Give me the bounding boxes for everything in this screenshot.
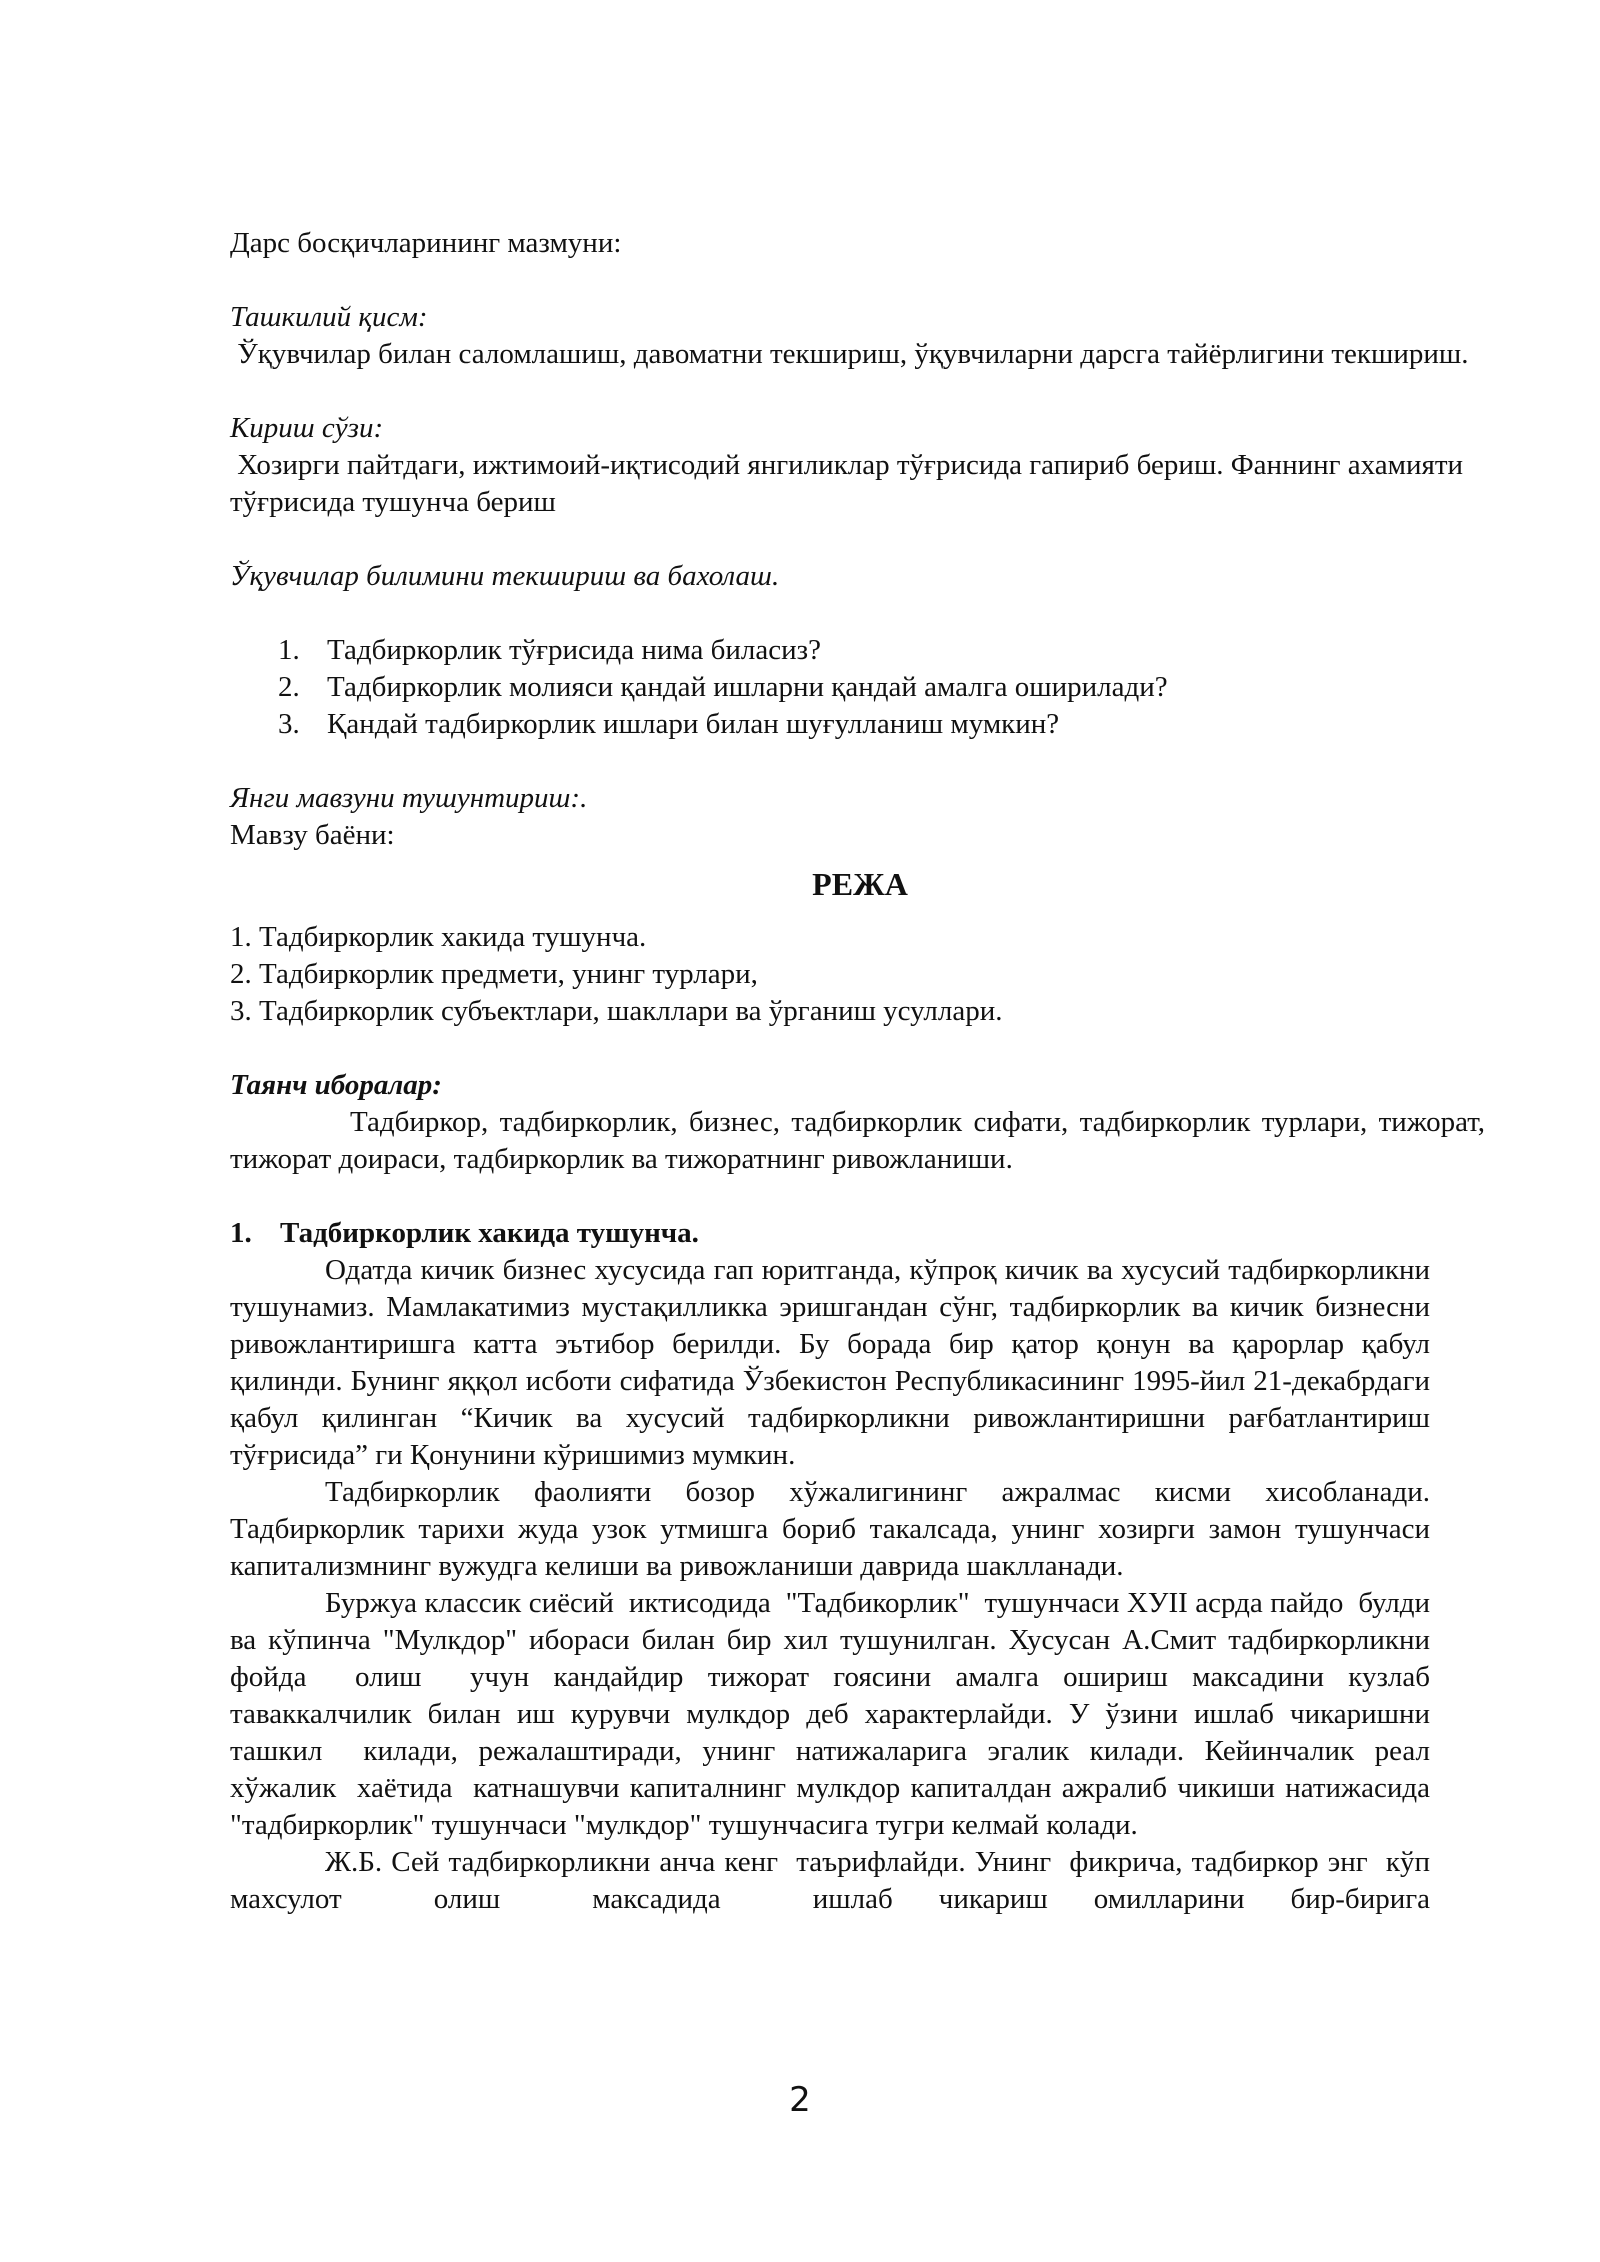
body-paragraph: Одатда кичик бизнес хусусида гап юритганда, кўпроқ кичик ва хусусий тадбиркорликни тушунамиз. Мамлакатимиз мустақилликка эришгандан сўнг, тадбиркорлик ва кичик бизнесни ривожлантиришга катта эътибор берилди. Бу борада бир қатор қонун ва қарорлар қабул қилинди. Бунинг яққол исботи сифатида Ўзбекистон Республикасининг 1995-йил 21-декабрдаги қабул қилинган “Кичик ва хусусий тадбиркорликни ривожлантиришни рағбатлантириш тўғрисида” ги Қонунини кўришимиз мумкин. <box>230 1254 1430 1471</box>
assessment-heading: Ўқувчилар билимини текшириш ва бахолаш. <box>230 560 780 592</box>
list-item <box>230 669 1500 706</box>
document-page <box>230 225 1500 1918</box>
list-item <box>230 706 1500 743</box>
question-number: 3. <box>278 708 300 740</box>
body-paragraph: Буржуа классик сиёсий иктисодида "Тадбикорлик" тушунчаси ХУІІ асрда пайдо булди ва кўпинча "Мулкдор" ибораси билан бир хил тушунилган. Хусусан А.Смит тадбиркорликни фойда олиш учун кандайдир тижорат гоясини амалга ошириш максадини кузлаб таваккалчилик билан иш курувчи мулкдор деб характерлайди. У ўзини ишлаб чикаришни ташкил килади, режалаштиради, унинг натижаларига эгалик килади. Кейинчалик реал хўжалик хаётида катнашувчи капиталнинг мулкдор капиталдан ажралиб чикиши натижасида "тадбиркорлик" тушунчаси "мулкдор" тушунчасига тугри келмай колади. <box>230 1587 1452 1841</box>
list-item <box>230 632 1500 669</box>
body-paragraph: Ж.Б. Сей тадбиркорликни анча кенг таърифлайди. Унинг фикрича, тадбиркор энг кўп махсулот олиш максадида ишлаб чикариш омилларини бир-бирига <box>230 1846 1445 1915</box>
opening-text: Хозирги пайтдаги, ижтимоий-иқтисодий янгиликлар тўғрисида гапириб бериш. Фаннинг ахамияти тўғрисида тушунча бериш <box>230 449 1471 518</box>
plan-item: 1. Тадбиркорлик хакида тушунча. <box>230 921 647 953</box>
question-text: Тадбиркорлик тўғрисида нима биласиз? <box>327 634 821 666</box>
section-title-text: Тадбиркорлик хакида тушунча. <box>280 1217 699 1249</box>
page-number: 2 <box>789 2080 811 2120</box>
question-number: 1. <box>278 634 300 666</box>
organizational-heading: Ташкилий қисм: <box>230 301 428 333</box>
question-list <box>230 632 1500 743</box>
plan-title: РЕЖА <box>812 866 908 902</box>
question-number: 2. <box>278 671 300 703</box>
keywords-text: Тадбиркор, тадбиркорлик, бизнес, тадбиркорлик сифати, тадбиркорлик турлари, тижорат, тижорат доираси, тадбиркорлик ва тижоратнинг ривожланиши. <box>230 1106 1485 1175</box>
lesson-stages-title: Дарс босқичларининг мазмуни: <box>230 227 622 259</box>
plan-item: 3. Тадбиркорлик субъектлари, шакллари ва ўрганиш усуллари. <box>230 995 1003 1027</box>
question-text: Қандай тадбиркорлик ишлари билан шуғулланиш мумкин? <box>327 708 1060 740</box>
organizational-text: Ўқувчилар билан саломлашиш, давоматни текшириш, ўқувчиларни дарсга тайёрлигини текшириш. <box>230 338 1469 370</box>
body-paragraph: Тадбиркорлик фаолияти бозор хўжалигининг ажралмас кисми хисобланади. Тадбиркорлик тарихи жуда узок утмишга бориб такалсада, унинг хозирги замон тушунчаси капитализмнинг вужудга келиши ва ривожланиши даврида шаклланади. <box>230 1476 1430 1582</box>
new-topic-heading: Янги мавзуни тушунтириш:. <box>230 782 588 814</box>
section-title <box>230 1215 1500 1252</box>
plan-item: 2. Тадбиркорлик предмети, унинг турлари, <box>230 958 758 990</box>
keywords-heading: Таянч иборалар: <box>230 1069 442 1101</box>
topic-statement-label: Мавзу баёни: <box>230 819 395 851</box>
question-text: Тадбиркорлик молияси қандай ишларни қандай амалга оширилади? <box>327 671 1168 703</box>
opening-heading: Кириш сўзи: <box>230 412 384 444</box>
section-number: 1. <box>230 1217 252 1249</box>
